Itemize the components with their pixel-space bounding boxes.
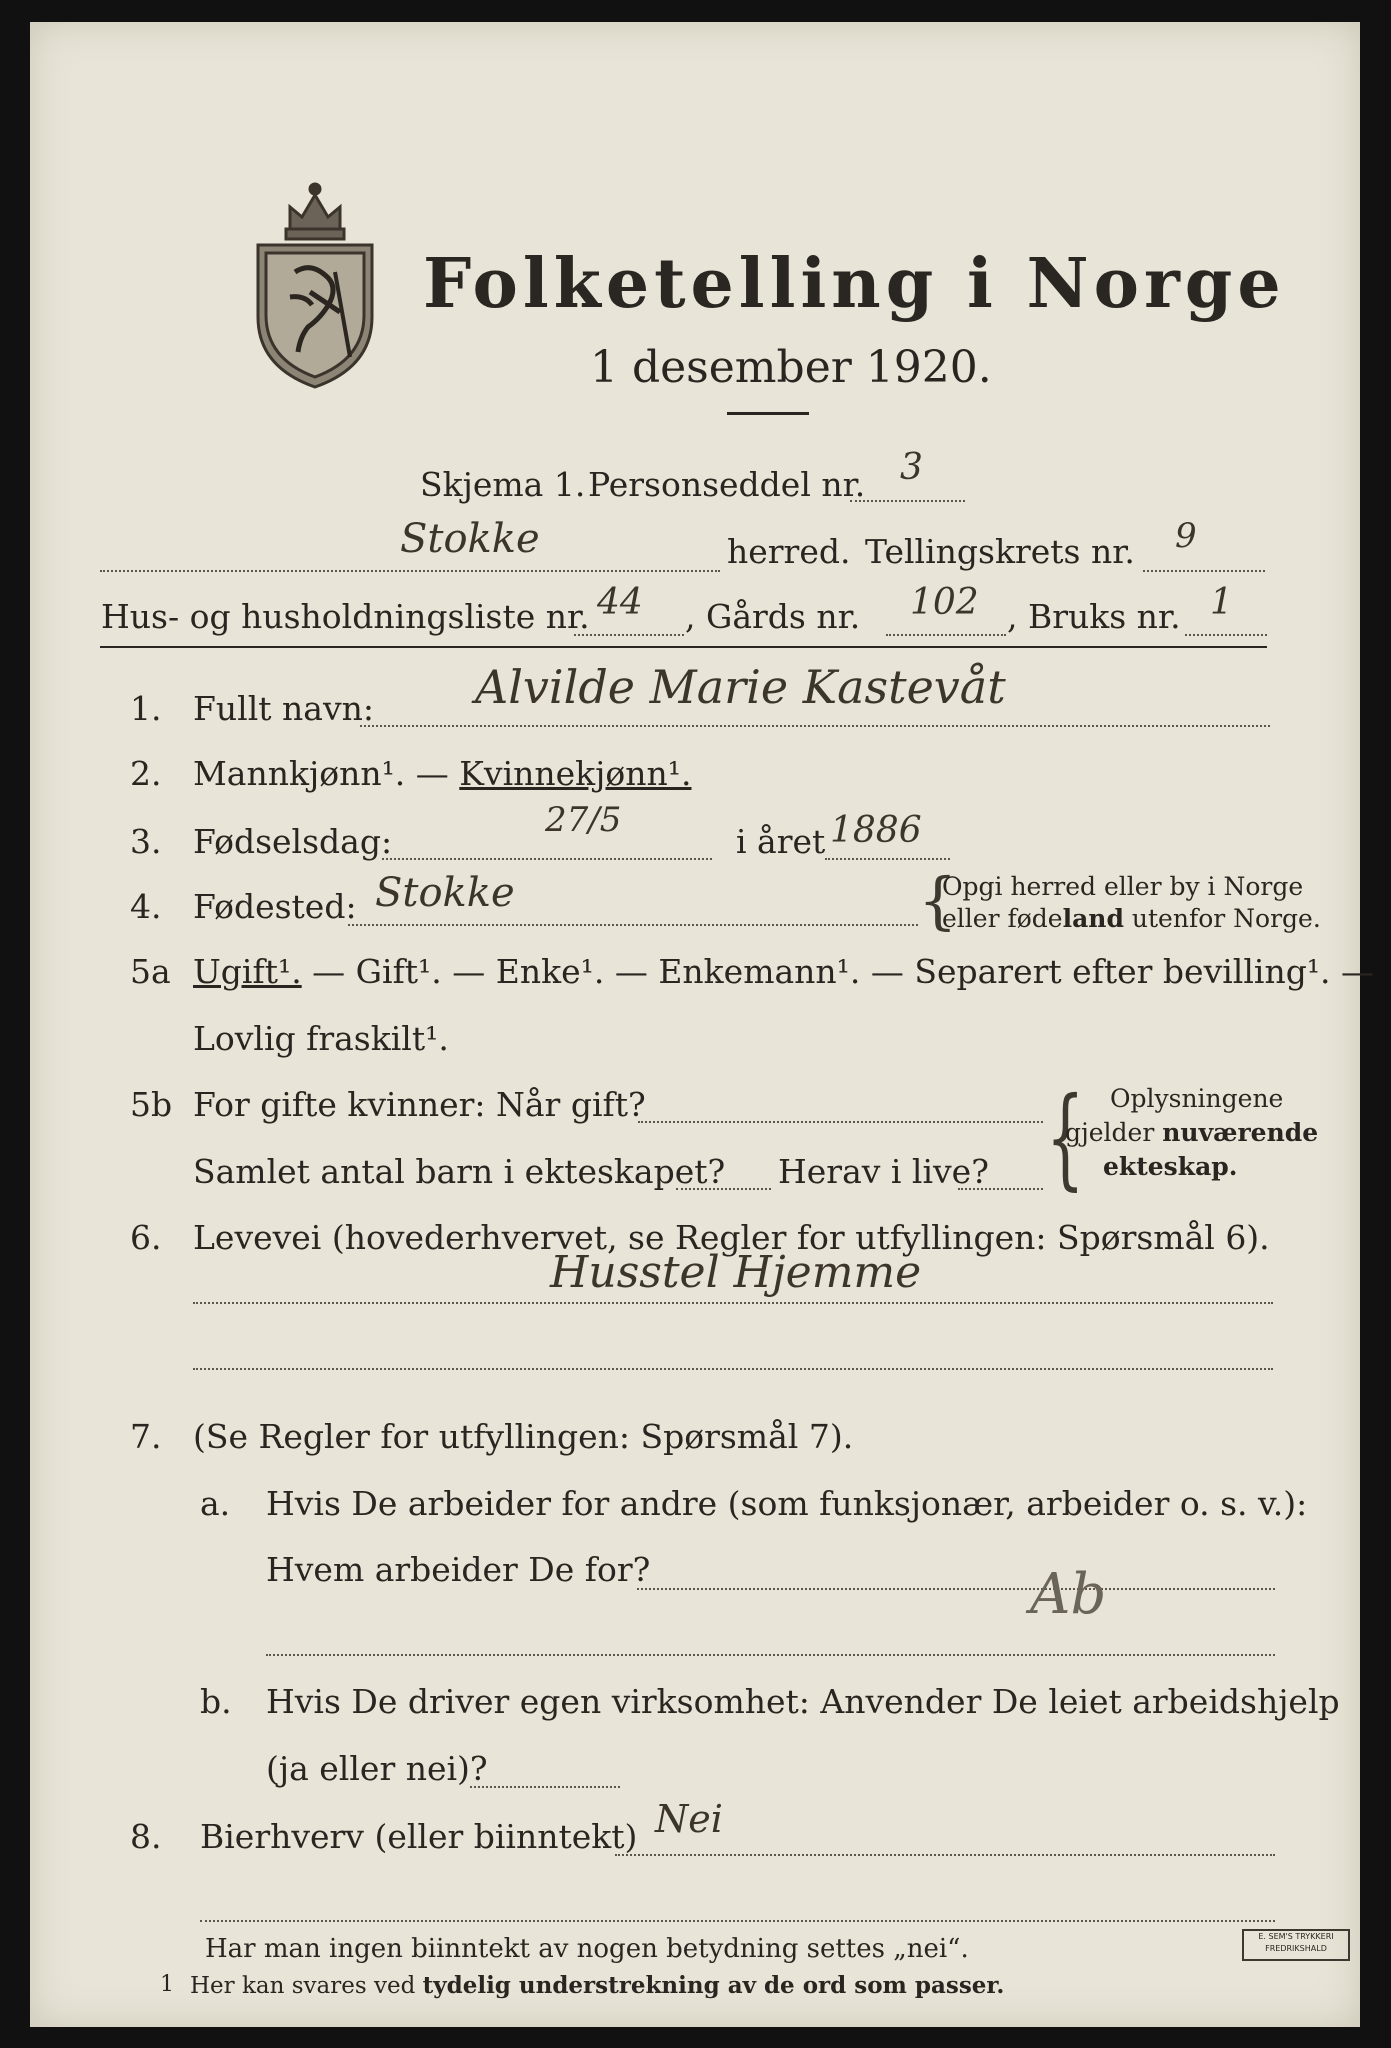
q1-number: 1. (130, 689, 162, 728)
printer-stamp: E. SEM'S TRYKKERI FREDRIKSHALD (1242, 1929, 1350, 1961)
q4-birthplace-value: Stokke (375, 870, 515, 916)
q3-label: Fødselsdag: (193, 822, 393, 861)
q5b-number: 5b (130, 1085, 173, 1124)
q4-note-line1: Opgi herred eller by i Norge (942, 872, 1304, 901)
q7b-line1: Hvis De driver egen virksomhet: Anvender De leiet arbeidshjelp (266, 1682, 1340, 1721)
q3-birthday-value: 27/5 (545, 800, 622, 840)
q3-number: 3. (130, 822, 162, 861)
coat-of-arms-icon (250, 177, 380, 392)
personseddel-label: Personseddel nr. (588, 465, 866, 504)
q6-number: 6. (130, 1218, 162, 1257)
title-divider (727, 412, 809, 415)
q1-label: Fullt navn: (193, 689, 374, 728)
q7-label: (Se Regler for utfyllingen: Spørsmål 7). (193, 1417, 854, 1456)
q8-field-line-2 (200, 1920, 1275, 1922)
census-date: 1 desember 1920. (590, 342, 992, 393)
schema-label: Skjema 1. (420, 465, 586, 504)
tellingskrets-value: 9 (1175, 516, 1197, 556)
header-separator (100, 646, 1267, 648)
census-form-page (30, 22, 1375, 2027)
q6-label: Levevei (hovederhvervet, se Regler for utfyllingen: Spørsmål 6). (193, 1218, 1270, 1257)
q1-field-line (360, 725, 1270, 727)
q5b-note-line1: Oplysningene (1110, 1084, 1284, 1113)
q5b-brace: { (1046, 1073, 1085, 1201)
q5b-note-line3: ekteskap. (1103, 1152, 1238, 1181)
q7a-line2: Hvem arbeider De for? (266, 1550, 651, 1589)
page-title: Folketelling i Norge (423, 244, 1286, 324)
household-list-value: 44 (597, 582, 643, 623)
bruks-field-line (1185, 634, 1267, 636)
gards-label: , Gårds nr. (685, 597, 861, 636)
q2-female-option-underlined: Kvinnekjønn¹. (459, 754, 692, 793)
q1-full-name-value: Alvilde Marie Kastevåt (475, 660, 1006, 714)
tellingskrets-field-line (1143, 570, 1265, 572)
herred-field-line (100, 570, 720, 572)
footnote-text: Her kan svares ved tydelig understrekning av de ord som passer. (190, 1972, 1005, 1999)
q5b-married-field-line (638, 1121, 1043, 1123)
q3-year-label: i året (736, 822, 826, 861)
q2-male-option: Mannkjønn¹. (193, 754, 406, 793)
q5b-children-field-line (676, 1188, 771, 1190)
q5a-line2: Lovlig fraskilt¹. (193, 1019, 449, 1058)
q5b-alive-field-line (958, 1188, 1043, 1190)
q4-number: 4. (130, 887, 162, 926)
q6-occupation-value: Husstel Hjemme (550, 1247, 922, 1298)
bruks-label: , Bruks nr. (1007, 597, 1181, 636)
q5b-alive-label: Herav i live? (778, 1152, 989, 1191)
q5b-children-label: Samlet antal barn i ekteskapet? (193, 1152, 726, 1191)
herred-label: herred. (727, 532, 851, 571)
gards-value: 102 (910, 582, 979, 623)
q6-field-line-1 (193, 1302, 1273, 1304)
q8-label: Bierhverv (eller biinntekt) (200, 1817, 638, 1856)
footnote-number: 1 (160, 1972, 174, 1997)
personseddel-field-line (850, 500, 965, 502)
q4-brace: { (918, 864, 958, 937)
q7a-letter: a. (200, 1484, 231, 1523)
q4-label: Fødested: (193, 887, 357, 926)
q7a-line1: Hvis De arbeider for andre (som funksjonær, arbeider o. s. v.): (266, 1484, 1308, 1523)
q7b-letter-visible: b. (200, 1682, 232, 1721)
q7a-employer-value: Ab (1030, 1562, 1107, 1627)
q7a-field-line-1 (637, 1588, 1275, 1590)
q4-note-line2: eller fødeland utenfor Norge. (942, 904, 1321, 933)
q5b-married-label: For gifte kvinner: Når gift? (193, 1085, 646, 1124)
q5a-ugift-underlined: Ugift¹. (193, 952, 302, 991)
household-list-field-line (574, 634, 684, 636)
q7b-field-line (470, 1786, 620, 1788)
q4-birthplace-field-line (348, 924, 918, 926)
q7a-field-line-2 (266, 1654, 1275, 1656)
q8-side-income-value: Nei (655, 1797, 723, 1841)
footer-note: Har man ingen biinntekt av nogen betydning settes „nei“. (205, 1934, 969, 1964)
q5a-number: 5a (130, 952, 171, 991)
q3-year-value: 1886 (830, 810, 922, 851)
q8-number: 8. (130, 1817, 162, 1856)
household-list-label: Hus- og husholdningsliste nr. (101, 597, 590, 636)
personseddel-value: 3 (900, 447, 923, 488)
q7-number: 7. (130, 1417, 162, 1456)
q3-birthday-field-line (382, 858, 712, 860)
tellingskrets-label: Tellingskrets nr. (865, 532, 1135, 571)
bruks-value: 1 (1210, 582, 1233, 623)
gards-field-line (886, 634, 1006, 636)
q2-gender-options: Mannkjønn¹. — Kvinnekjønn¹. (193, 754, 692, 793)
q3-year-field-line (825, 858, 950, 860)
q5a-marital-options: Ugift¹. — Gift¹. — Enke¹. — Enkemann¹. — Separert efter bevilling¹. — (193, 952, 1375, 991)
q6-field-line-2 (193, 1368, 1273, 1370)
q8-field-line-1 (615, 1854, 1275, 1856)
q2-number: 2. (130, 754, 162, 793)
q7b-line2: (ja eller nei)? (266, 1749, 488, 1788)
herred-value: Stokke (400, 516, 540, 562)
q5b-note-line2: gjelder nuværende (1065, 1118, 1319, 1147)
